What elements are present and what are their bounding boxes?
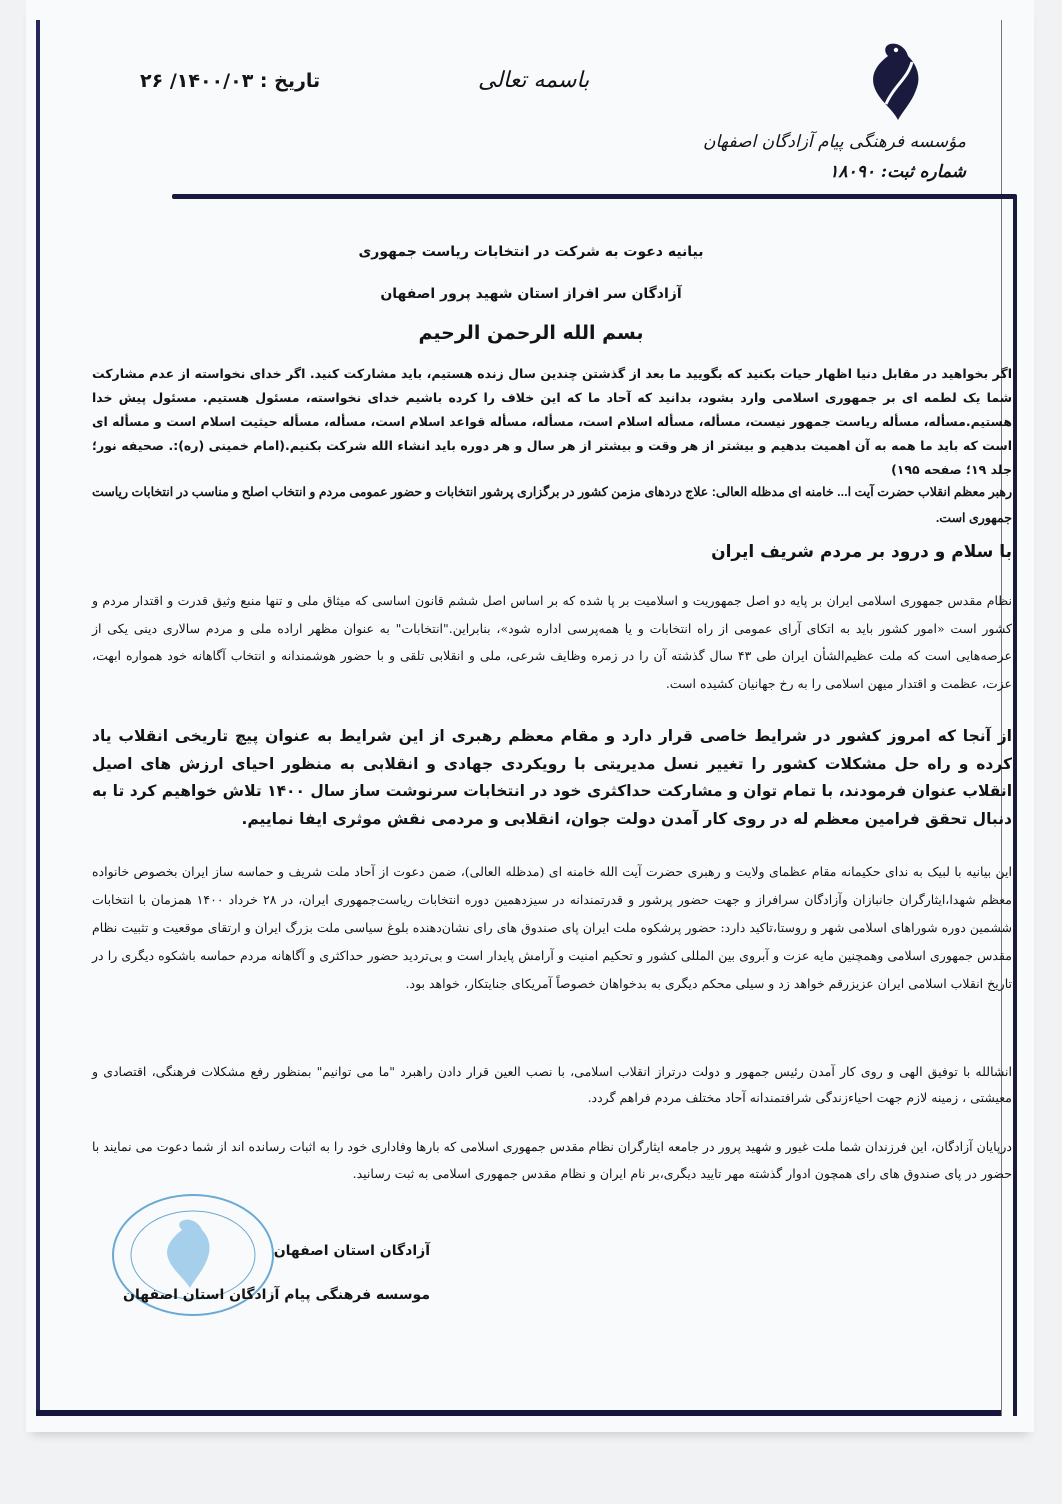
statement-issuer: آزادگان سر افراز استان شهید پرور اصفهان xyxy=(380,286,682,302)
invocation-heading: باسمه تعالی xyxy=(478,68,590,93)
page-border-right-thin xyxy=(1001,20,1002,1416)
letterhead-rule xyxy=(172,194,1017,199)
bismillah-heading: بسم الله الرحمن الرحیم xyxy=(418,322,644,344)
paragraph-system: نظام مقدس جمهوری اسلامی ایران بر پایه دو اصل جمهوریت و اسلامیت بر پا شده که بر اساس اصل ششم قانون اساسی که میثاق ملی و تنها منبع وثیق قدرت و اقتدار مردم و کشور است «امور کشور باید به اتکای آرای عمومی از راه انتخابات و یا همه‌پرسی اداره شود»، بنابراین."انتخابات" به عنوان مظهر اراده ملی و مردم سالاری دینی یکی از عرصه‌هایی است که ملت عظیم‌الشأن ایران طی ۴۳ سال گذشته آن را در زمره وظایف شرعی، ملی و انقلابی تلقی و با حضور هوشمندانه و انتخاب آگاهانه خود همواره ابهت، عزت، عظمت و اقتدار میهن اسلامی را به رخ جهانیان کشیده است. xyxy=(92,593,1013,691)
paragraph-closing: درپایان آزادگان، این فرزندان شما ملت غیور و شهید پرور در جامعه ایثارگران نظام مقدس جمهوری اسلامی که بارها وفاداری خود را به اثبات رسانده اند از شما دعوت می نمایند با حضور در پای صندوق های رای همچون ادوار گذشته مهر تایید دیگری،بر نام ایران و نظام مقدس جمهوری اسلامی به ثبت رسانید. xyxy=(92,1139,1012,1181)
paragraph-statement: این بیانیه با لبیک به ندای حکیمانه مقام عظمای ولایت و رهبری حضرت آیت الله خامنه ای (مدظله العالی)، ضمن دعوت از آحاد ملت شریف و حماسه ساز ایران بخصوص خانواده معظم شهدا،ایثارگران جانبازان وآزادگان سرافراز و جهت حضور پرشور و قدرتمندانه در سیزدهمین دوره انتخابات ریاست‌جمهوری ایران، در ۲۸ خرداد ۱۴۰۰ همزمان با انتخابات ششمین دوره شوراهای اسلامی شهر و روستا،تاکید دارد: حضور پرشکوه ملت ایران پای صندوق های رای نشان‌دهنده بلوغ سیاسی ملت بزرگ ایران و ارتقای موقعیت و تثبیت نظام مقدس جمهوری اسلامی وهمچنین مایه عزت و آبروی بین المللی کشور و تحکیم امنیت و آرامش پایدار است و بی‌تردید حضور حداکثری و آگاهانه مردم حماسه باشکوه دیگری را در تاریخ انقلاب اسلامی ایران عزیزرقم خواهد زد و سیلی محکم دیگری به بدخواهان خصوصاً آمریکای جنایتکار، خواهد بود. xyxy=(92,864,1013,991)
khomeini-quote: اگر بخواهید در مقابل دنیا اظهار حیات بکنید که بگویید ما بعد از گذشتن چندین سال زنده هستیم، باید مشارکت کنید. اگر خدای نخواسته از عدم مشارکت شما یک لطمه ای بر جمهوری اسلامی وارد بشود، بدانید که آحاد ما که این خلاف را کرده باشیم خدای نخواسته، مسئول هستیم. مسئول پیش خدا هستیم.مسأله، مسأله ریاست جمهور نیست، مسأله، مسأله اسلام است، مسأله، مسأله قواعد اسلام است، مسأله، مسأله حیثیت اسلام است و مسأله ای است که باید ما همه به آن اهمیت بدهیم و بیشتر از هر وقت و بیشتر از هر سال و هر دوره باید انشاء الله شرکت بکنیم.(امام خمینی (ره):. صحیفه نور؛ جلد ۱۹؛ صفحه ۱۹۵) xyxy=(92,366,1012,477)
page-border-left xyxy=(36,20,40,1416)
page-border-bottom xyxy=(36,1410,1002,1416)
page-border-right-thick xyxy=(1013,196,1017,1416)
registration-number: شماره ثبت: ۱۸۰۹۰ xyxy=(829,162,966,182)
document-date: تاریخ : ۱۴۰۰/۰۳/ ۲۶ xyxy=(140,70,321,92)
leader-quote: رهبر معظم انقلاب حضرت آیت ا... خامنه ای مدظله العالی: علاج دردهای مزمن کشور در برگزاری پرشور انتخابات و حضور عمومی مردم و انتخاب اصلح و مناسب در انتخابات ریاست جمهوری است. xyxy=(92,485,1012,525)
dove-flame-logo-icon xyxy=(872,42,922,120)
signature-line-1: آزادگان استان اصفهان xyxy=(273,1243,430,1259)
statement-title: بیانیه دعوت به شرکت در انتخابات ریاست جمهوری xyxy=(358,244,704,260)
paragraph-hope: انشالله با توفیق الهی و روی کار آمدن رئیس جمهور و دولت درتراز انقلاب اسلامی، با نصب العین قرار دادن راهبرد "ما می توانیم" بمنظور رفع مشکلات فرهنگی، اقتصادی و معیشتی ، زمینه لازم جهت احیاءزندگی شرافتمندانه آحاد مختلف مردم فراهم گردد. xyxy=(92,1064,1012,1105)
greeting-heading: با سلام و درود بر مردم شریف ایران xyxy=(711,542,1012,562)
signature-line-2: موسسه فرهنگی پیام آزادگان استان اصفهان xyxy=(123,1287,430,1303)
paragraph-emphasis: از آنجا که امروز کشور در شرایط خاصی قرار دارد و مقام معظم رهبری از این شرایط به عنوان پیچ تاریخی انقلاب یاد کرده و راه حل مشکلات کشور را تغییر نسل مدیریتی با رویکردی جهادی و انقلابی به منظور احیای ارزش های اصیل انقلاب عنوان فرمودند، با تمام توان و مشارکت حداکثری خود در انتخابات سرنوشت ساز سال ۱۴۰۰ تلاش خواهیم کرد تا به دنبال تحقق فرامین معظم له در روی کار آمدن دولت جوان، انقلابی و مردمی نقش موثری ایفا نماییم. xyxy=(92,727,1013,828)
organization-name: مؤسسه فرهنگی پیام آزادگان اصفهان xyxy=(703,132,966,152)
